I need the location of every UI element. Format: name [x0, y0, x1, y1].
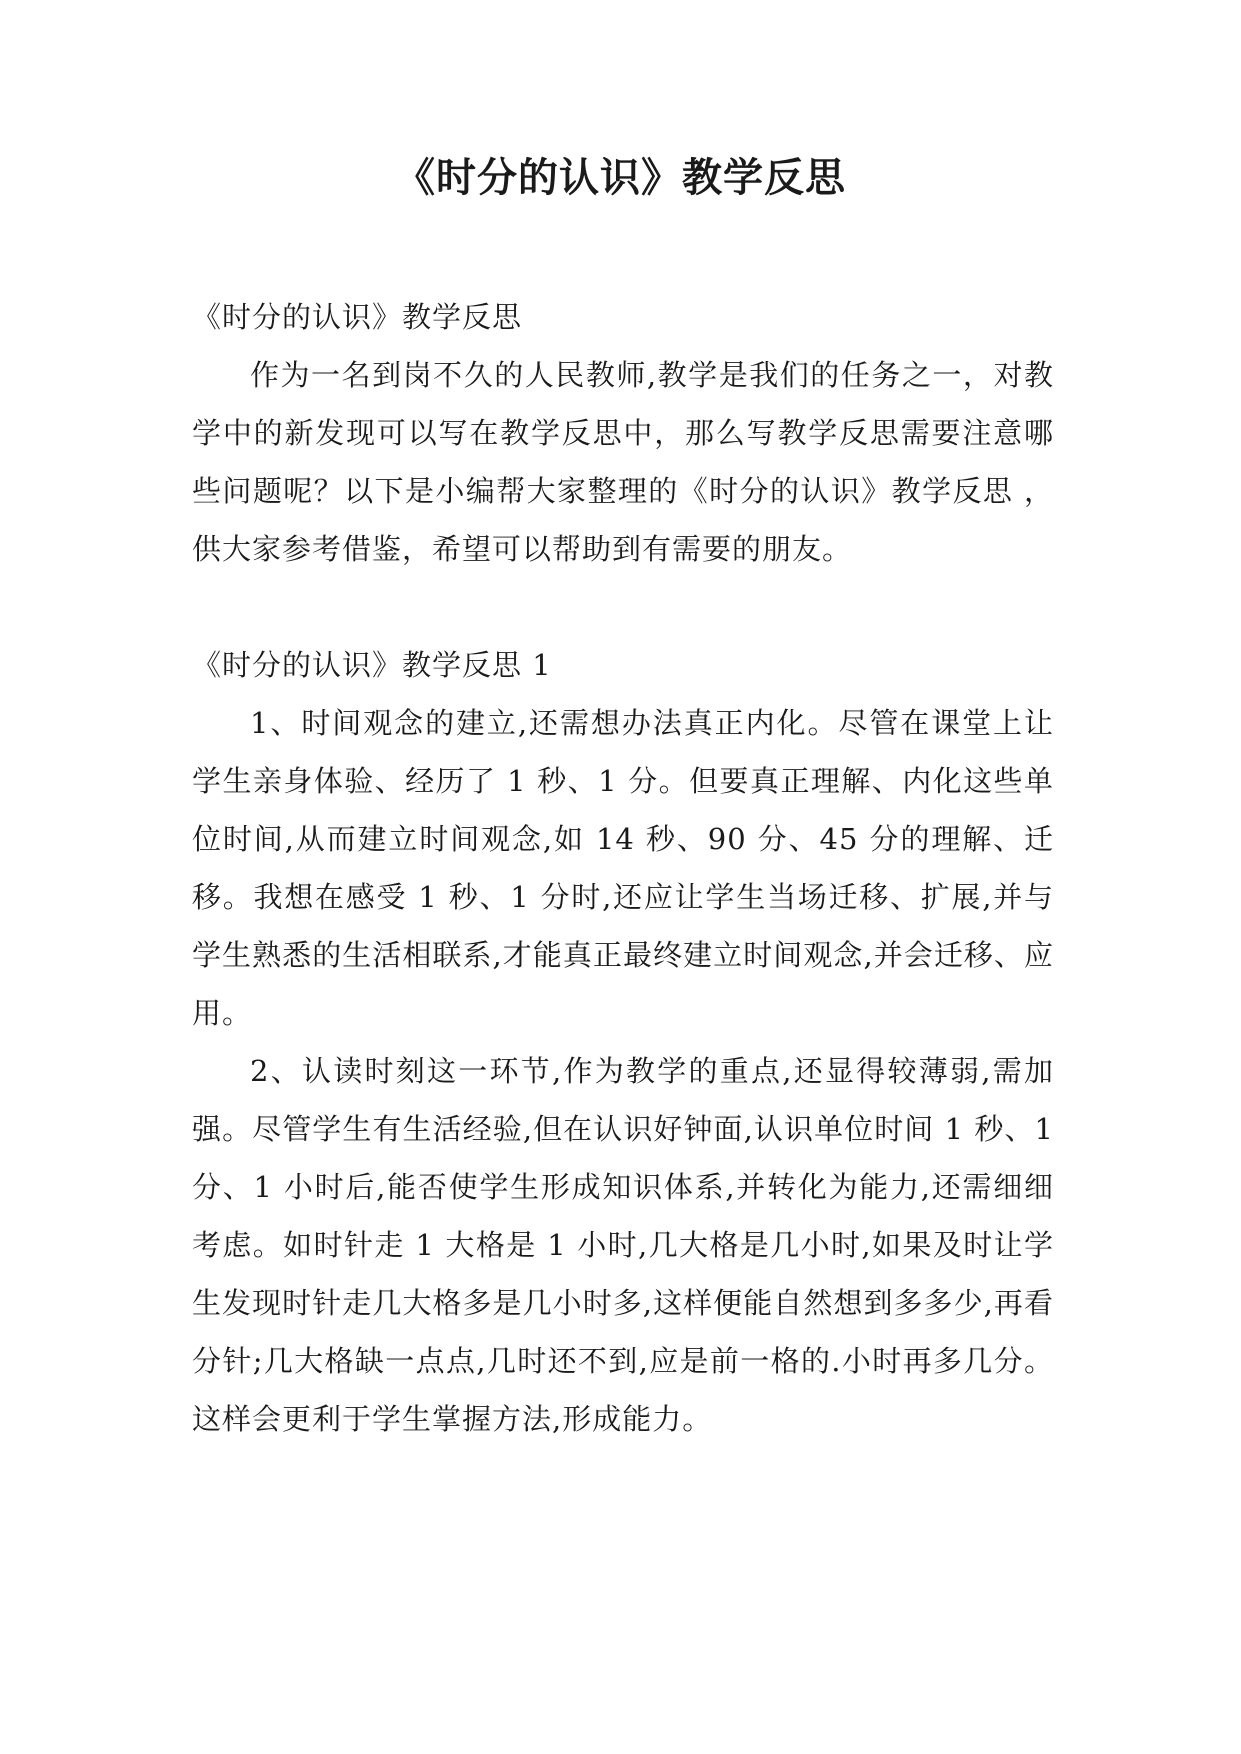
section-paragraph-1: 1、时间观念的建立,还需想办法真正内化。尽管在课堂上让学生亲身体验、经历了 1 秒、1 分。但要真正理解、内化这些单位时间,从而建立时间观念,如 14 秒、90 分、45 分的理解、迁移。我想在感受 1 秒、1 分时,还应让学生当场迁移、扩展,并与学生熟悉的生活相联系,才能真正最终建立时间观念,并会迁移、应用。 — [192, 706, 1054, 1030]
intro-heading: 《时分的认识》教学反思 — [192, 300, 523, 334]
section-heading: 《时分的认识》教学反思 1 — [192, 648, 552, 682]
document-title: 《时分的认识》教学反思 — [395, 155, 846, 201]
section-spacer — [192, 578, 1054, 636]
section-paragraph-2: 2、认读时刻这一环节,作为教学的重点,还显得较薄弱,需加强。尽管学生有生活经验,但在认识好钟面,认识单位时间 1 秒、1 分、1 小时后,能否使学生形成知识体系,并转化为能力,还需细细考虑。如时针走 1 大格是 1 小时,几大格是几小时,如果及时让学生发现时针走几大格多是几小时多,这样便能自然想到多多少,再看分针;几大格缺一点点,几时还不到,应是前一格的.小时再多几分。这样会更利于学生掌握方法,形成能力。 — [192, 1054, 1054, 1436]
intro-paragraph: 作为一名到岗不久的人民教师,教学是我们的任务之一，对教学中的新发现可以写在教学反思中，那么写教学反思需要注意哪些问题呢？以下是小编帮大家整理的《时分的认识》教学反思 ，供大家参考借鉴，希望可以帮助到有需要的朋友。 — [192, 358, 1054, 566]
document-body — [192, 288, 1054, 1448]
